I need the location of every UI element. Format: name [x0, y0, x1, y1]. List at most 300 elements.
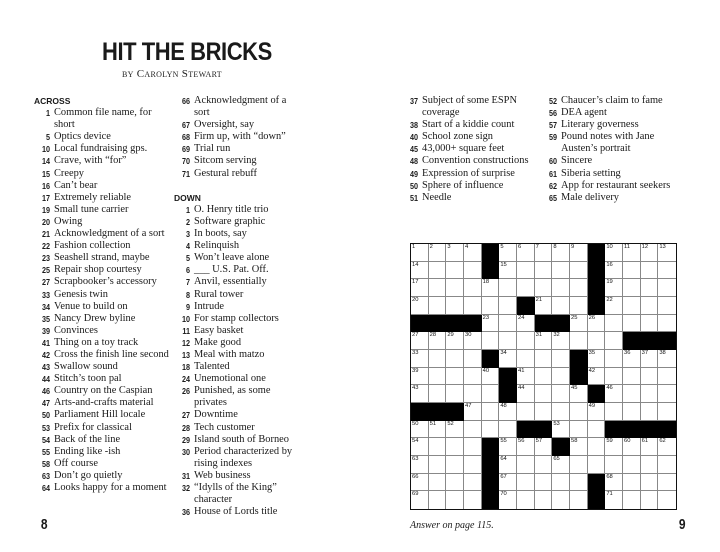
clue-text: Talented: [194, 361, 230, 373]
grid-cell[interactable]: [446, 491, 464, 509]
grid-cell[interactable]: [658, 474, 676, 492]
grid-cell[interactable]: [623, 491, 641, 509]
black-square: [446, 315, 464, 333]
grid-cell[interactable]: [429, 368, 447, 386]
grid-cell[interactable]: [641, 262, 659, 280]
grid-cell[interactable]: [570, 385, 588, 403]
cell-number: 47: [464, 402, 472, 409]
grid-cell[interactable]: [623, 262, 641, 280]
grid-cell[interactable]: [588, 368, 606, 386]
grid-cell[interactable]: [570, 279, 588, 297]
grid-cell[interactable]: [482, 403, 500, 421]
clue-item: [34, 276, 174, 288]
clue-item: [34, 313, 174, 325]
grid-cell[interactable]: [429, 297, 447, 315]
clue-item: [541, 107, 701, 119]
clue-item: [34, 107, 174, 119]
grid-cell[interactable]: [552, 368, 570, 386]
grid-cell[interactable]: [605, 244, 623, 262]
cell-number: 56: [517, 438, 525, 445]
grid-cell[interactable]: [535, 438, 553, 456]
grid-cell[interactable]: [464, 385, 482, 403]
cell-number: 36: [623, 349, 631, 356]
clue-text: Firm up, with “down”: [194, 131, 286, 143]
grid-cell[interactable]: [641, 474, 659, 492]
grid-cell[interactable]: [429, 332, 447, 350]
cell-number: 26: [588, 314, 596, 321]
clue-text: 43,000+ square feet: [422, 143, 505, 155]
clue-item: [174, 494, 304, 506]
grid-cell[interactable]: [623, 368, 641, 386]
black-square: [517, 421, 535, 439]
grid-cell[interactable]: [658, 385, 676, 403]
grid-cell[interactable]: [446, 385, 464, 403]
clue-item: [34, 264, 174, 276]
grid-cell[interactable]: [464, 297, 482, 315]
clue-text: Stitch’s toon pal: [54, 373, 122, 385]
clue-text: Siberia setting: [561, 167, 621, 179]
grid-cell[interactable]: [641, 403, 659, 421]
grid-cell[interactable]: [482, 315, 500, 333]
grid-cell[interactable]: [552, 403, 570, 421]
clue-number: 50: [409, 180, 418, 191]
grid-cell[interactable]: [517, 315, 535, 333]
black-square: [552, 438, 570, 456]
grid-cell[interactable]: [411, 368, 429, 386]
cell-number: 17: [412, 279, 419, 286]
clue-column-1: [34, 95, 174, 494]
grid-cell[interactable]: [535, 350, 553, 368]
black-square: [482, 350, 500, 368]
grid-cell[interactable]: [605, 385, 623, 403]
grid-cell[interactable]: [641, 315, 659, 333]
grid-cell[interactable]: [641, 456, 659, 474]
clue-text: Convention constructions: [422, 155, 529, 167]
grid-cell[interactable]: [429, 474, 447, 492]
clue-number: 30: [181, 446, 190, 457]
answer-note: Answer on page 115.: [410, 520, 494, 531]
grid-cell[interactable]: [446, 332, 464, 350]
clue-item: [541, 95, 701, 107]
grid-cell[interactable]: [464, 332, 482, 350]
clue-item: [34, 168, 174, 180]
grid-cell[interactable]: [482, 279, 500, 297]
clue-number: 71: [181, 168, 190, 179]
grid-cell[interactable]: [499, 244, 517, 262]
grid-cell[interactable]: [535, 385, 553, 403]
grid-cell[interactable]: [482, 332, 500, 350]
grid-cell[interactable]: [552, 279, 570, 297]
grid-cell[interactable]: [517, 438, 535, 456]
cell-number: 22: [606, 296, 613, 303]
grid-cell[interactable]: [411, 297, 429, 315]
cell-number: 58: [570, 438, 578, 445]
grid-cell[interactable]: [570, 403, 588, 421]
grid-cell[interactable]: [499, 279, 517, 297]
grid-cell[interactable]: [623, 297, 641, 315]
grid-cell[interactable]: [588, 315, 606, 333]
grid-cell[interactable]: [605, 279, 623, 297]
grid-cell[interactable]: [517, 403, 535, 421]
grid-cell[interactable]: [623, 244, 641, 262]
clue-text: Anvil, essentially: [194, 276, 267, 288]
clue-text: Sphere of influence: [422, 179, 504, 191]
clue-item: [174, 131, 304, 143]
grid-cell[interactable]: [411, 474, 429, 492]
clue-text: Common file name, for: [54, 107, 152, 119]
black-square: [482, 456, 500, 474]
grid-cell[interactable]: [517, 368, 535, 386]
grid-cell[interactable]: [499, 350, 517, 368]
cell-number: 13: [659, 244, 666, 250]
clue-text: Parliament Hill locale: [54, 409, 146, 421]
grid-cell[interactable]: [482, 421, 500, 439]
grid-cell[interactable]: [517, 385, 535, 403]
clue-number: 40: [409, 132, 418, 143]
grid-cell[interactable]: [517, 474, 535, 492]
black-square: [482, 491, 500, 509]
grid-cell[interactable]: [552, 297, 570, 315]
clue-text: Austen’s portrait: [561, 143, 631, 155]
grid-cell[interactable]: [517, 262, 535, 280]
grid-cell[interactable]: [482, 297, 500, 315]
grid-cell[interactable]: [446, 438, 464, 456]
grid-cell[interactable]: [535, 368, 553, 386]
grid-cell[interactable]: [429, 385, 447, 403]
grid-cell[interactable]: [464, 474, 482, 492]
black-square: [641, 332, 659, 350]
grid-cell[interactable]: [570, 438, 588, 456]
grid-cell[interactable]: [535, 491, 553, 509]
clue-number: 68: [181, 132, 190, 143]
grid-cell[interactable]: [605, 262, 623, 280]
grid-cell[interactable]: [446, 350, 464, 368]
clue-item: [402, 107, 547, 119]
clue-item: [174, 95, 304, 119]
black-square: [482, 474, 500, 492]
clue-number: 32: [181, 483, 190, 493]
cell-number: 25: [570, 314, 578, 321]
grid-cell[interactable]: [641, 244, 659, 262]
clue-number: 46: [41, 386, 50, 397]
grid-cell[interactable]: [535, 297, 553, 315]
grid-cell[interactable]: [605, 297, 623, 315]
grid-cell[interactable]: [446, 297, 464, 315]
clue-number: 26: [181, 386, 190, 397]
crossword-grid[interactable]: [410, 243, 677, 510]
clue-item: [174, 446, 304, 458]
grid-cell[interactable]: [552, 350, 570, 368]
clue-item: [174, 252, 304, 264]
cell-number: 66: [412, 473, 419, 480]
clue-item: [34, 361, 174, 373]
grid-cell[interactable]: [535, 262, 553, 280]
clue-text: Genesis twin: [54, 288, 108, 300]
grid-cell[interactable]: [605, 474, 623, 492]
grid-cell[interactable]: [411, 332, 429, 350]
grid-cell[interactable]: [499, 315, 517, 333]
clue-text: Unemotional one: [194, 373, 266, 385]
grid-cell[interactable]: [446, 368, 464, 386]
grid-cell[interactable]: [570, 297, 588, 315]
clue-item: [174, 337, 304, 349]
grid-cell[interactable]: [429, 350, 447, 368]
clue-number: 2: [185, 216, 190, 227]
clue-item: [34, 131, 174, 143]
clue-text: Fashion collection: [54, 240, 131, 252]
clue-text: For stamp collectors: [194, 312, 279, 324]
cell-number: 18: [482, 279, 490, 286]
grid-cell[interactable]: [446, 244, 464, 262]
cell-number: 69: [412, 491, 419, 498]
grid-cell[interactable]: [570, 474, 588, 492]
grid-cell[interactable]: [658, 368, 676, 386]
grid-cell[interactable]: [658, 262, 676, 280]
grid-cell[interactable]: [623, 456, 641, 474]
grid-cell[interactable]: [570, 262, 588, 280]
grid-cell[interactable]: [535, 456, 553, 474]
grid-cell[interactable]: [429, 438, 447, 456]
grid-cell[interactable]: [588, 421, 606, 439]
clue-number: 70: [181, 156, 190, 167]
grid-cell[interactable]: [411, 421, 429, 439]
black-square: [588, 244, 606, 262]
grid-cell[interactable]: [641, 279, 659, 297]
grid-cell[interactable]: [517, 244, 535, 262]
grid-cell[interactable]: [658, 403, 676, 421]
grid-cell[interactable]: [552, 474, 570, 492]
grid-cell[interactable]: [658, 491, 676, 509]
grid-cell[interactable]: [588, 403, 606, 421]
black-square: [446, 403, 464, 421]
section-heading: ACROSS: [34, 96, 71, 106]
clue-item: [541, 131, 701, 143]
grid-cell[interactable]: [552, 421, 570, 439]
clue-number: 69: [181, 144, 190, 155]
clue-column-4: [541, 95, 701, 204]
grid-cell[interactable]: [605, 438, 623, 456]
clue-item: [402, 131, 547, 143]
grid-cell[interactable]: [499, 438, 517, 456]
grid-cell[interactable]: [570, 244, 588, 262]
grid-cell[interactable]: [446, 456, 464, 474]
grid-cell[interactable]: [552, 491, 570, 509]
grid-cell[interactable]: [658, 244, 676, 262]
clue-item: [34, 482, 174, 494]
puzzle-byline: by Carolyn Stewart: [122, 68, 222, 80]
clue-text: Thing on a toy track: [54, 336, 139, 348]
grid-cell[interactable]: [605, 350, 623, 368]
grid-cell[interactable]: [464, 456, 482, 474]
grid-cell[interactable]: [446, 421, 464, 439]
grid-cell[interactable]: [552, 262, 570, 280]
grid-cell[interactable]: [535, 474, 553, 492]
grid-cell[interactable]: [570, 421, 588, 439]
cell-number: 1: [412, 244, 416, 250]
grid-cell[interactable]: [588, 332, 606, 350]
grid-cell[interactable]: [552, 456, 570, 474]
grid-cell[interactable]: [658, 315, 676, 333]
grid-cell[interactable]: [464, 438, 482, 456]
grid-cell[interactable]: [535, 332, 553, 350]
grid-cell[interactable]: [570, 315, 588, 333]
grid-cell[interactable]: [517, 332, 535, 350]
grid-cell[interactable]: [517, 350, 535, 368]
grid-cell[interactable]: [411, 244, 429, 262]
grid-cell[interactable]: [517, 279, 535, 297]
grid-cell[interactable]: [499, 403, 517, 421]
cell-number: 24: [517, 314, 525, 321]
cell-number: 54: [412, 438, 419, 445]
clue-number: 56: [548, 108, 557, 119]
clue-text: Sincere: [561, 155, 593, 167]
grid-cell[interactable]: [658, 350, 676, 368]
grid-cell[interactable]: [641, 491, 659, 509]
clue-item: [34, 192, 174, 204]
clue-number: 44: [41, 374, 50, 385]
grid-cell[interactable]: [623, 474, 641, 492]
grid-cell[interactable]: [482, 385, 500, 403]
grid-cell[interactable]: [464, 421, 482, 439]
clue-number: 59: [548, 132, 557, 143]
grid-cell[interactable]: [605, 315, 623, 333]
black-square: [588, 474, 606, 492]
grid-cell[interactable]: [499, 262, 517, 280]
grid-cell[interactable]: [641, 297, 659, 315]
grid-cell[interactable]: [535, 403, 553, 421]
grid-cell[interactable]: [552, 244, 570, 262]
black-square: [499, 368, 517, 386]
grid-cell[interactable]: [605, 368, 623, 386]
grid-cell[interactable]: [623, 403, 641, 421]
clue-text: Easy basket: [194, 324, 244, 336]
grid-cell[interactable]: [641, 385, 659, 403]
grid-cell[interactable]: [641, 438, 659, 456]
grid-cell[interactable]: [464, 244, 482, 262]
cell-number: 52: [447, 420, 454, 427]
grid-cell[interactable]: [429, 456, 447, 474]
clue-item: [174, 422, 304, 434]
black-square: [411, 315, 429, 333]
clue-text: Meal with matzo: [194, 348, 265, 360]
grid-cell[interactable]: [464, 491, 482, 509]
clue-item: [34, 143, 174, 155]
grid-cell[interactable]: [570, 332, 588, 350]
grid-cell[interactable]: [641, 368, 659, 386]
grid-cell[interactable]: [499, 297, 517, 315]
grid-cell[interactable]: [535, 244, 553, 262]
grid-cell[interactable]: [464, 368, 482, 386]
grid-cell[interactable]: [446, 474, 464, 492]
grid-cell[interactable]: [535, 279, 553, 297]
grid-cell[interactable]: [570, 456, 588, 474]
grid-cell[interactable]: [429, 279, 447, 297]
grid-cell[interactable]: [623, 438, 641, 456]
grid-cell[interactable]: [588, 456, 606, 474]
grid-cell[interactable]: [464, 350, 482, 368]
grid-cell[interactable]: [605, 403, 623, 421]
clue-number: 15: [41, 168, 50, 179]
clue-item: [34, 252, 174, 264]
grid-cell[interactable]: [605, 456, 623, 474]
cell-number: 38: [659, 349, 666, 356]
cell-number: 21: [535, 296, 543, 303]
grid-cell[interactable]: [605, 491, 623, 509]
grid-cell[interactable]: [623, 315, 641, 333]
black-square: [588, 385, 606, 403]
clue-text: Software graphic: [194, 215, 266, 227]
grid-cell[interactable]: [411, 491, 429, 509]
grid-cell[interactable]: [411, 385, 429, 403]
clue-item: [541, 119, 701, 131]
grid-cell[interactable]: [658, 279, 676, 297]
grid-cell[interactable]: [499, 421, 517, 439]
clue-item: [541, 155, 701, 167]
grid-cell[interactable]: [411, 350, 429, 368]
cell-number: 35: [588, 349, 596, 356]
clue-number: 57: [548, 120, 557, 131]
cell-number: 59: [606, 438, 613, 445]
grid-cell[interactable]: [552, 385, 570, 403]
cell-number: 55: [500, 438, 507, 445]
clue-number: 23: [41, 253, 50, 264]
grid-cell[interactable]: [605, 332, 623, 350]
clue-text: Optics device: [54, 131, 111, 143]
grid-cell[interactable]: [429, 244, 447, 262]
grid-cell[interactable]: [411, 438, 429, 456]
grid-cell[interactable]: [658, 297, 676, 315]
grid-cell[interactable]: [641, 350, 659, 368]
clue-text: Intrude: [194, 300, 225, 312]
grid-cell[interactable]: [658, 438, 676, 456]
grid-cell[interactable]: [499, 474, 517, 492]
grid-cell[interactable]: [658, 456, 676, 474]
grid-cell[interactable]: [482, 368, 500, 386]
grid-cell[interactable]: [429, 421, 447, 439]
grid-cell[interactable]: [499, 456, 517, 474]
grid-cell[interactable]: [411, 279, 429, 297]
grid-cell[interactable]: [517, 491, 535, 509]
grid-cell[interactable]: [499, 491, 517, 509]
grid-cell[interactable]: [446, 262, 464, 280]
grid-cell[interactable]: [411, 456, 429, 474]
grid-cell[interactable]: [411, 262, 429, 280]
clue-number: 60: [548, 156, 557, 167]
grid-cell[interactable]: [623, 279, 641, 297]
grid-cell[interactable]: [446, 279, 464, 297]
grid-cell[interactable]: [464, 403, 482, 421]
cell-number: 63: [412, 455, 419, 462]
grid-cell[interactable]: [570, 491, 588, 509]
grid-cell[interactable]: [623, 385, 641, 403]
grid-cell[interactable]: [588, 350, 606, 368]
cell-number: 53: [553, 420, 560, 427]
grid-cell[interactable]: [464, 262, 482, 280]
grid-cell[interactable]: [517, 456, 535, 474]
cell-number: 45: [570, 385, 578, 392]
clue-text: School zone sign: [422, 131, 493, 143]
grid-cell[interactable]: [429, 262, 447, 280]
clue-number: 38: [409, 120, 418, 131]
grid-cell[interactable]: [499, 332, 517, 350]
clue-number: 3: [185, 229, 190, 240]
grid-cell[interactable]: [623, 350, 641, 368]
grid-cell[interactable]: [464, 279, 482, 297]
grid-cell[interactable]: [588, 438, 606, 456]
cell-number: 40: [482, 367, 490, 374]
grid-cell[interactable]: [552, 332, 570, 350]
grid-cell[interactable]: [429, 491, 447, 509]
